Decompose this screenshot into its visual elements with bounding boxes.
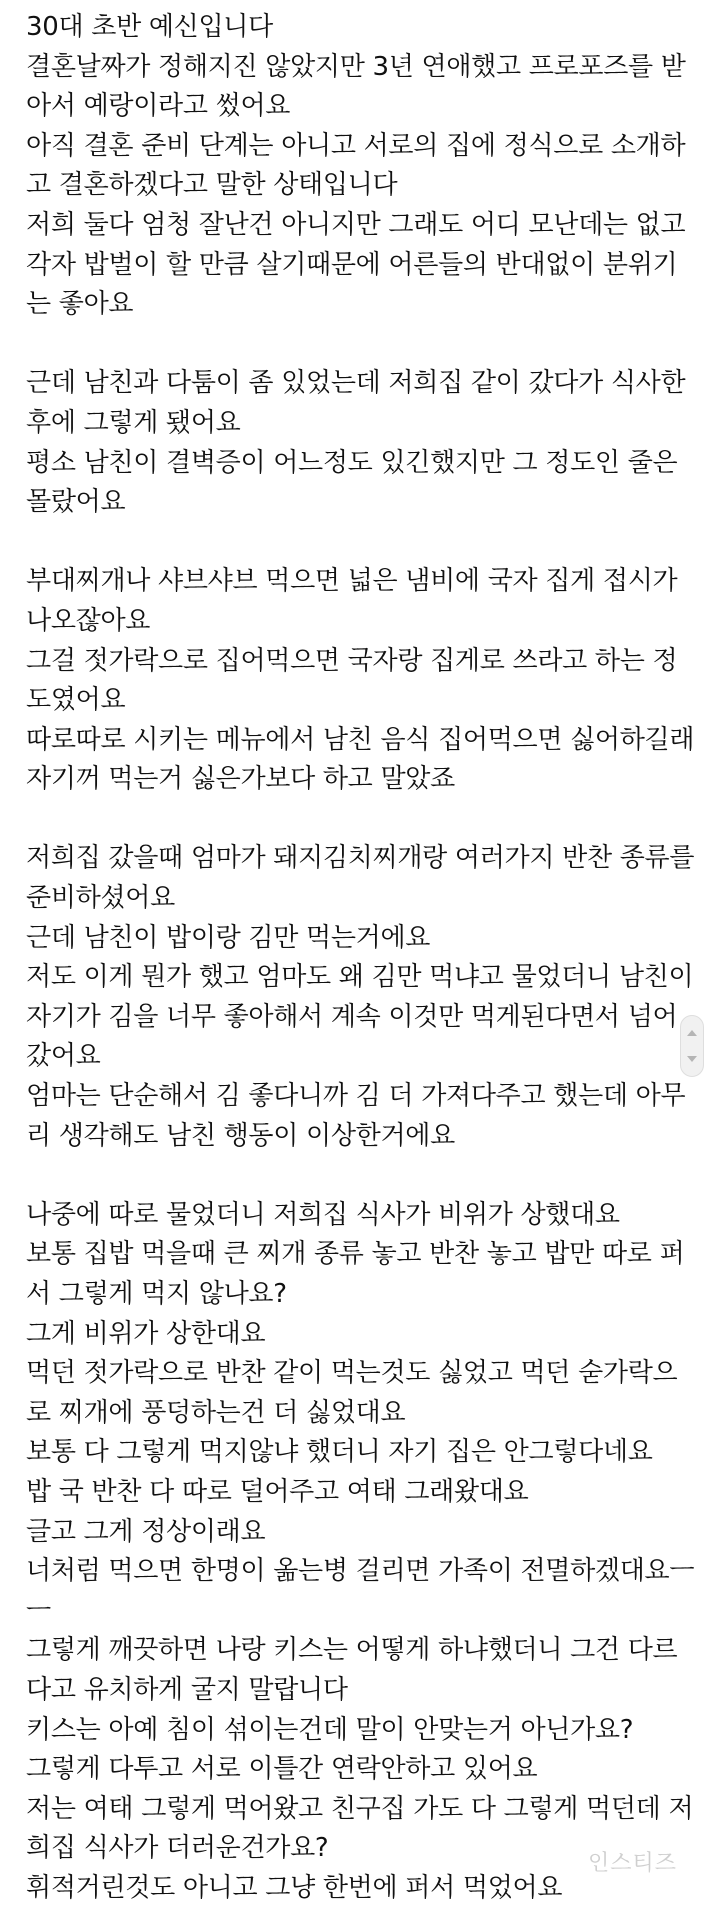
post-line: 나중에 따로 물었더니 저희집 식사가 비위가 상했대요 (26, 1199, 620, 1230)
post-line: 밥 국 반찬 다 따로 덜어주고 여태 그래왔대요 (26, 1476, 529, 1507)
post-line: 각자 밥벌이 할 만큼 살기때문에 어른들의 반대없이 분위기 (26, 249, 678, 280)
post-line: 글고 그게 정상이래요 (26, 1516, 266, 1547)
post-line: 로 찌개에 풍덩하는건 더 싫었대요 (26, 1397, 406, 1428)
post-line: 따로따로 시키는 메뉴에서 남친 음식 집어먹으면 싫어하길래 (26, 724, 695, 755)
post-line: 갔어요 (26, 1041, 101, 1072)
post-line: 자기가 김을 너무 좋아해서 계속 이것만 먹게된다면서 넘어 (26, 1001, 678, 1032)
post-line: 부대찌개나 샤브샤브 먹으면 넓은 냄비에 국자 집게 접시가 (26, 566, 678, 597)
post-line: 평소 남친이 결벽증이 어느정도 있긴했지만 그 정도인 줄은 (26, 447, 678, 478)
post-line: 먹던 젓가락으로 반찬 같이 먹는것도 싫었고 먹던 숟가락으 (26, 1358, 678, 1389)
site-watermark: 인스티즈 (588, 1851, 678, 1876)
post-body (26, 8, 696, 1909)
post-line: 너처럼 먹으면 한명이 옮는병 걸리면 가족이 전멸하겠대요ㅡ (26, 1556, 695, 1587)
post-line: 는 좋아요 (26, 289, 134, 320)
paragraph-gap (26, 325, 696, 365)
post-line: 그렇게 깨끗하면 나랑 키스는 어떻게 하냐했더니 그건 다르 (26, 1635, 678, 1666)
post-line: 근데 남친과 다툼이 좀 있었는데 저희집 같이 갔다가 식사한 (26, 368, 686, 399)
post-line: 자기꺼 먹는거 싫은가보다 하고 말았죠 (26, 764, 455, 795)
post-line: 키스는 아예 침이 섞이는건데 말이 안맞는거 아닌가요? (26, 1714, 634, 1745)
paragraph-gap (26, 523, 696, 563)
post-line: 30대 초반 예신입니다 (26, 12, 273, 42)
post-line: ㅡ (26, 1595, 51, 1626)
chevron-down-icon (687, 1056, 697, 1062)
post-line: 보통 다 그렇게 먹지않냐 했더니 자기 집은 안그렇다네요 (26, 1437, 653, 1468)
post-line: 보통 집밥 먹을때 큰 찌개 종류 놓고 반찬 놓고 밥만 따로 퍼 (26, 1239, 685, 1270)
chevron-up-icon (687, 1030, 697, 1036)
post-line: 저희집 갔을때 엄마가 돼지김치찌개랑 여러가지 반찬 종류를 (26, 843, 695, 874)
post-line: 근데 남친이 밥이랑 김만 먹는거에요 (26, 922, 431, 953)
post-line: 몰랐어요 (26, 487, 126, 518)
post-line: 희집 식사가 더러운건가요? (26, 1833, 329, 1864)
post-line: 엄마는 단순해서 김 좋다니까 김 더 가져다주고 했는데 아무 (26, 1081, 686, 1112)
post-line: 결혼날짜가 정해지진 않았지만 3년 연애했고 프로포즈를 받 (26, 51, 686, 82)
post-line: 그게 비위가 상한대요 (26, 1318, 266, 1349)
scroll-handle[interactable] (680, 1015, 704, 1077)
post-line: 다고 유치하게 굴지 말랍니다 (26, 1674, 348, 1705)
paragraph-gap (26, 800, 696, 840)
post-line: 아직 결혼 준비 단계는 아니고 서로의 집에 정식으로 소개하 (26, 130, 686, 161)
post-line: 그걸 젓가락으로 집어먹으면 국자랑 집게로 쓰라고 하는 정 (26, 645, 678, 676)
post-line: 저는 여태 그렇게 먹어왔고 친구집 가도 다 그렇게 먹던데 저 (26, 1793, 694, 1824)
post-line: 서 그렇게 먹지 않나요? (26, 1279, 287, 1309)
post-line: 휘적거린것도 아니고 그냥 한번에 퍼서 먹었어요 (26, 1872, 563, 1903)
post-line: 후에 그렇게 됐어요 (26, 407, 241, 438)
post-line: 저희 둘다 엄청 잘난건 아니지만 그래도 어디 모난데는 없고 (26, 209, 686, 240)
paragraph-gap (26, 1156, 696, 1196)
post-line: 도였어요 (26, 685, 126, 716)
post-line: 준비하셨어요 (26, 883, 175, 914)
post-line: 그렇게 다투고 서로 이틀간 연락안하고 있어요 (26, 1754, 538, 1785)
post-line: 리 생각해도 남친 행동이 이상한거에요 (26, 1120, 455, 1151)
post-line: 나오잖아요 (26, 605, 151, 636)
post-line: 아서 예랑이라고 썼어요 (26, 91, 291, 122)
post-line: 고 결혼하겠다고 말한 상태입니다 (26, 170, 398, 201)
post-line: 저도 이게 뭔가 했고 엄마도 왜 김만 먹냐고 물었더니 남친이 (26, 962, 694, 993)
